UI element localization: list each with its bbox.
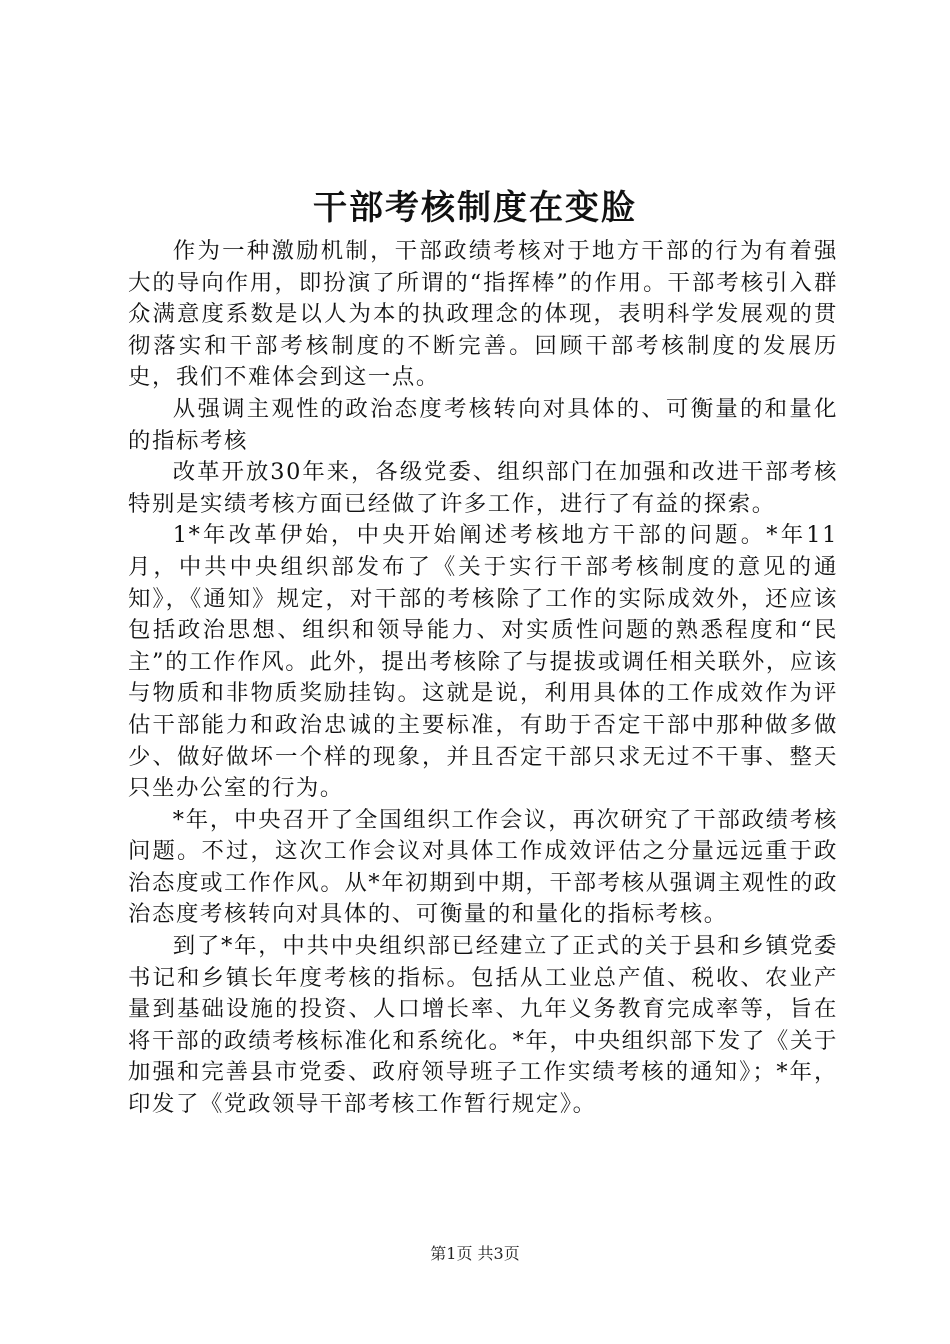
paragraph: 作为一种激励机制，干部政绩考核对于地方干部的行为有着强大的导向作用，即扮演了所谓的“指挥棒”的作用。干部考核引入群众满意度系数是以人为本的执政理念的体现，表明科学发展观的贯彻落实和干部考核制度的不断完善。回顾干部考核制度的发展历史，我们不难体会到这一点。: [128, 238, 838, 391]
document-title: 干部考核制度在变脸: [313, 188, 637, 228]
document-body: [128, 236, 838, 1121]
page-number-footer: 第1页 共3页: [430, 1244, 520, 1263]
paragraph: 从强调主观性的政治态度考核转向对具体的、可衡量的和量化的指标考核: [128, 395, 838, 454]
paragraph: *年，中央召开了全国组织工作会议，再次研究了干部政绩考核问题。不过，这次工作会议对具体工作成效评估之分量远远重于政治态度或工作作风。从*年初期到中期，干部考核从强调主观性的政治态度考核转向对具体的、可衡量的和量化的指标考核。: [128, 806, 838, 928]
paragraph: 改革开放30年来，各级党委、组织部门在加强和改进干部考核特别是实绩考核方面已经做了许多工作，进行了有益的探索。: [128, 459, 838, 517]
paragraph: 1*年改革伊始，中央开始阐述考核地方干部的问题。*年11月，中共中央组织部发布了《关于实行干部考核制度的意见的通知》，《通知》规定，对干部的考核除了工作的实际成效外，还应该包括政治思想、组织和领导能力、对实质性问题的熟悉程度和“民主”的工作作风。此外，提出考核除了与提拔或调任相关联外，应该与物质和非物质奖励挂钩。这就是说，利用具体的工作成效作为评估干部能力和政治忠诚的主要标准，有助于否定干部中那种做多做少、做好做坏一个样的现象，并且否定干部只求无过不干事、整天只坐办公室的行为。: [128, 522, 838, 802]
paragraph: 到了*年，中共中央组织部已经建立了正式的关于县和乡镇党委书记和乡镇长年度考核的指标。包括从工业总产值、税收、农业产量到基础设施的投资、人口增长率、九年义务教育完成率等，旨在将干部的政绩考核标准化和系统化。*年，中央组织部下发了《关于加强和完善县市党委、政府领导班子工作实绩考核的通知》；*年，印发了《党政领导干部考核工作暂行规定》。: [128, 933, 838, 1118]
